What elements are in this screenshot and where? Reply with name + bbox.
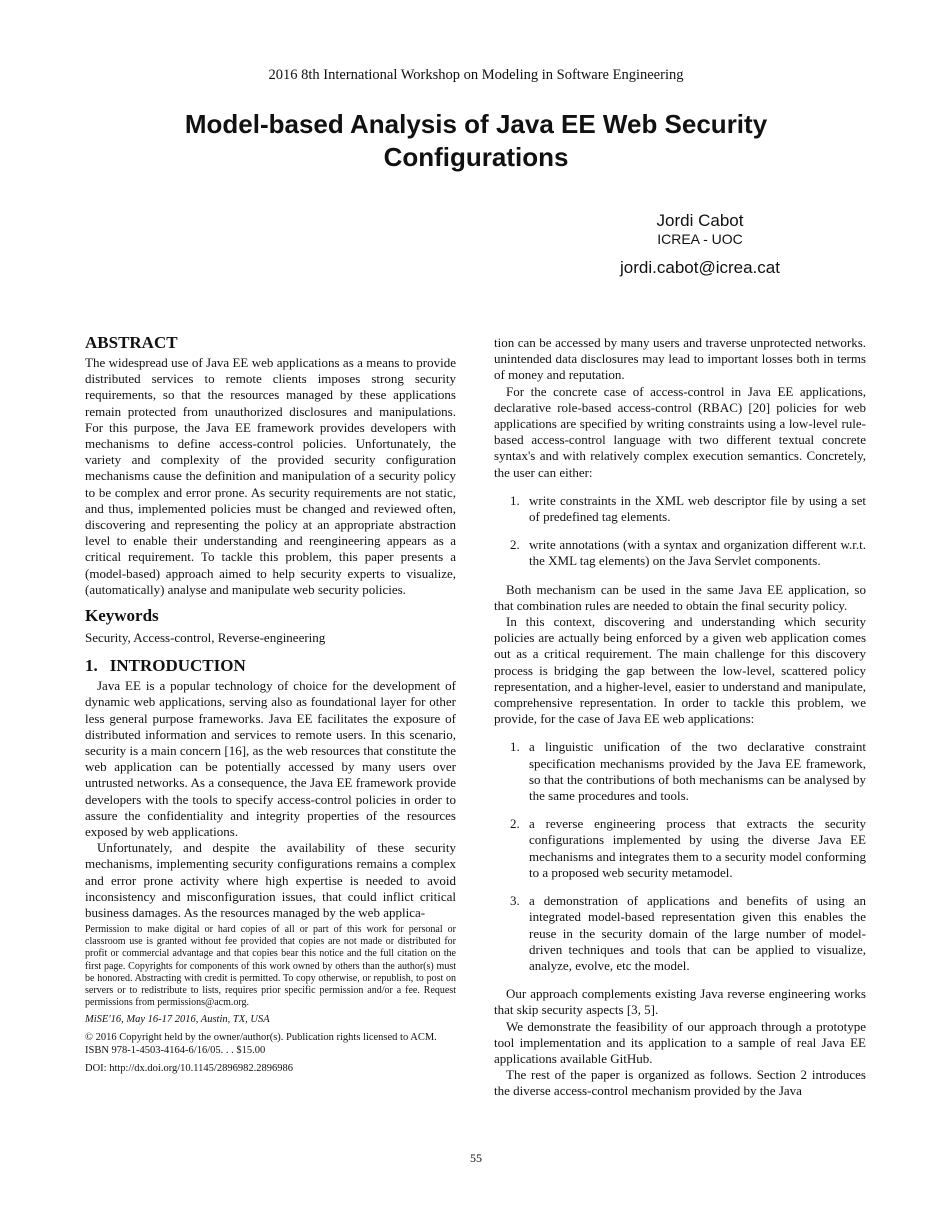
right-paragraph-approach: Our approach complements existing Java reverse engineering works that skip security aspects [3, 5]. [494, 986, 866, 1018]
list-item-text: write constraints in the XML web descriptor file by using a set of predefined tag elements. [529, 492, 866, 525]
conference-info: MiSE'16, May 16-17 2016, Austin, TX, USA [85, 1013, 270, 1025]
list-item-text: a reverse engineering process that extracts the security configurations implemented by using the diverse Java EE mechanisms and integrates them to a security model conforming to a proposed web security metamodel. [529, 816, 866, 880]
intro-paragraph-2: Unfortunately, and despite the availability of these security mechanisms, implementing security configurations remains a complex and error prone activity where high expertise is needed to avoid inconsistency and misconfiguration issues, that could inflict critical business damages. As the resources managed by the web applica- [85, 840, 456, 921]
list-item-number: 3. [510, 893, 520, 909]
intro-paragraph-1: Java EE is a popular technology of choice for the development of dynamic web applications, serving also as foundational layer for other less general purpose frameworks. Java EE facilitates the exposure of distributed information and services to remote users. In this scenario, security is a main concern [16], as the web resources that constitute the web application can be potentially accessed by many users over untrusted networks. As a consequence, the Java EE framework provide developers with the tools to specify access-control policies in order to assure the confidentiality and integrity properties of the resources exposed by web applications. [85, 678, 456, 840]
paper-title [120, 108, 832, 174]
abstract-heading: ABSTRACT [85, 333, 178, 352]
contributions-list [494, 739, 866, 974]
list-item [494, 816, 866, 881]
list-item-number: 1. [510, 739, 520, 755]
author-name: Jordi Cabot [656, 211, 744, 230]
author-email[interactable]: jordi.cabot@icrea.cat [620, 258, 780, 277]
copyright-block [85, 1032, 456, 1057]
list-item-text: write annotations (with a syntax and organization different w.r.t. the XML tag elements) on the Java Servlet components. [529, 537, 866, 569]
right-paragraph-rest: The rest of the paper is organized as follows. Section 2 introduces the diverse access-control mechanism provided by the Java [494, 1067, 866, 1099]
page-number: 55 [470, 1151, 482, 1165]
list-item-number: 1. [510, 492, 520, 508]
introduction-heading [85, 656, 456, 676]
right-paragraph-context: In this context, discovering and understanding which security policies are actually being enforced by a given web application comes out as a critical requirement. The main challenge for this discovery process is bridging the gap between the low-level, scattered policy representation, and a higher-level, easier to understand and manipulate, comprehensive representation. In order to tackle this problem, we provide, for the case of Java EE web applications: [494, 614, 866, 727]
list-item [494, 893, 866, 974]
right-paragraph-continuation: tion can be accessed by many users and traverse unprotected networks. unintended data disclosures may lead to important losses both in terms of money and reputation. [494, 335, 866, 383]
keywords-heading: Keywords [85, 606, 159, 626]
list-item-text: a demonstration of applications and benefits of using an integrated model-based representation given this enables the reuse in the security domain of the large number of model-driven techniques and tools that can be applied to visualize, analyze, evolve, etc the model. [529, 893, 866, 973]
right-column [494, 335, 866, 1100]
list-item [494, 537, 866, 569]
constraint-options-list [494, 493, 866, 570]
permission-footnote: Permission to make digital or hard copies of all or part of this work for personal or classroom use is granted without fee provided that copies are not made or distributed for profit or commercial advantage and that copies bear this notice and the full citation on the first page. Copyrights for components of this work owned by others than the author(s) must be honored. Abstracting with credit is permitted. To copy otherwise, or republish, to post on servers or to redistribute to lists, requires prior specific permission and/or a fee. Request permissions from permissions@acm.org. [85, 924, 456, 1008]
isbn-text: ISBN 978-1-4503-4164-6/16/05. . . $15.00 [85, 1044, 266, 1056]
list-item [494, 739, 866, 804]
doi-link[interactable]: DOI: http://dx.doi.org/10.1145/2896982.2896986 [85, 1063, 293, 1075]
copyright-text: © 2016 Copyright held by the owner/author(s). Publication rights licensed to ACM. [85, 1032, 437, 1044]
section-number: 1. [85, 656, 98, 676]
list-item [494, 493, 866, 525]
paper-title-line-1: Model-based Analysis of Java EE Web Security [184, 109, 768, 139]
author-affiliation: ICREA - UOC [657, 231, 743, 247]
list-item-number: 2. [510, 537, 520, 553]
list-item-text: a linguistic unification of the two declarative constraint specification mechanisms provided by the Java EE framework, so that the contributions of both mechanisms can be analysed by the same procedures and tools. [529, 739, 866, 804]
abstract-text: The widespread use of Java EE web applications as a means to provide distributed services to remote clients imposes strong security requirements, so that the resources managed by these applications remain protected from unauthorized disclosures and manipulations. For this purpose, the Java EE framework provides developers with mechanisms to define access-control policies. Unfortunately, the variety and complexity of the provided security configuration mechanisms cause the definition and manipulation of a security policy to be complex and error prone. As security requirements are not static, and thus, implemented policies must be changed and reviewed often, discovering and representing the policy at an appropriate abstraction level to enable their understanding and reengineering appears as a critical requirement. To tackle this problem, this paper presents a (model-based) approach aimed to help security experts to visualize, (automatically) analyse and manipulate web security policies. [85, 355, 456, 597]
author-block [560, 210, 840, 278]
list-item-number: 2. [510, 816, 520, 832]
right-paragraph-concrete: For the concrete case of access-control in Java EE applications, declarative role-based access-control (RBAC) [20] policies for web applications are specified by writing constraints using a low-level rule-based access-control language with two different textual concrete syntax's and with relatively complex execution semantics. Concretely, the user can either: [494, 383, 866, 480]
right-paragraph-demo: We demonstrate the feasibility of our approach through a prototype tool implementation and its application to a sample of real Java EE applications available GitHub. [494, 1018, 866, 1066]
keywords-text: Security, Access-control, Reverse-engineering [85, 630, 326, 646]
right-paragraph-both: Both mechanism can be used in the same Java EE application, so that combination rules are needed to obtain the final security policy. [494, 581, 866, 613]
left-column [85, 333, 456, 1077]
section-title: INTRODUCTION [109, 656, 246, 676]
paper-title-line-2: Configurations [383, 142, 569, 172]
venue-header: 2016 8th International Workshop on Modeling in Software Engineering [268, 67, 684, 83]
